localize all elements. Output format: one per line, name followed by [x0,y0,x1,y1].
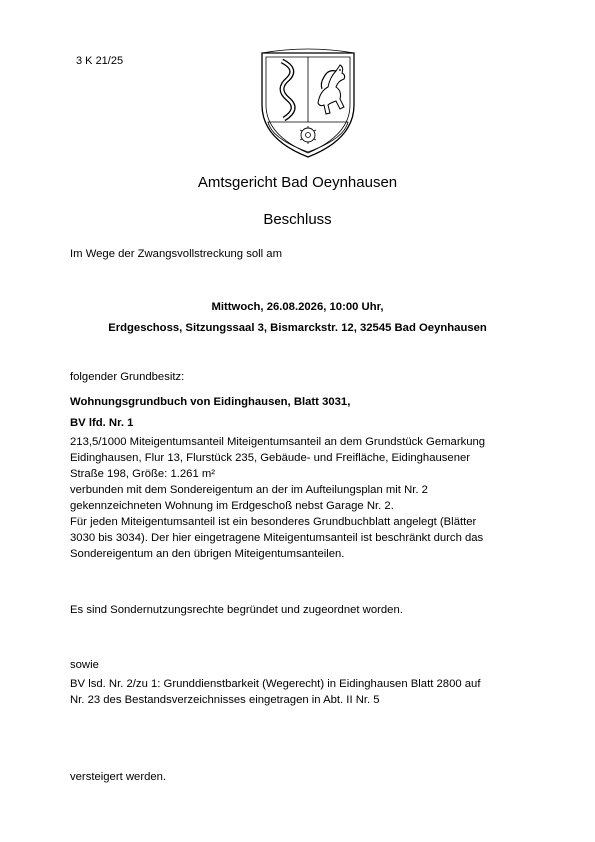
property-register: Wohnungsgrundbuch von Eidinghausen, Blatt 3031, [70,396,351,408]
property-line: verbunden mit dem Sondereigentum an der im Aufteilungsplan mit Nr. 2 [70,484,428,496]
appointment-location: Erdgeschoss, Sitzungssaal 3, Bismarckstr. 12, 32545 Bad Oeynhausen [108,322,487,334]
easement-line: BV lsd. Nr. 2/zu 1: Grunddienstbarkeit (Wegerecht) in Eidinghausen Blatt 2800 auf [70,678,481,690]
property-label: folgender Grundbesitz: [70,371,185,383]
property-line: gekennzeichneten Wohnung im Erdgeschoß nebst Garage Nr. 2. [70,500,394,512]
appointment-datetime: Mittwoch, 26.08.2026, 10:00 Uhr, [211,301,384,313]
property-line: 3030 bis 3034). Der hier eingetragene Miteigentumsanteil ist beschränkt durch das [70,532,484,544]
property-line: Für jeden Miteigentumsanteil ist ein besonderes Grundbuchblatt angelegt (Blätter [70,516,477,528]
property-line: Straße 198, Größe: 1.261 m² [70,468,216,480]
special-rights-text: Es sind Sondernutzungsrechte begründet und zugeordnet worden. [70,604,403,616]
easement-line: Nr. 23 des Bestandsverzeichnisses eingetragen in Abt. II Nr. 5 [70,694,380,706]
additional-property [70,657,540,708]
court-name: Amtsgericht Bad Oeynhausen [197,174,398,191]
property-line: Sondereigentum an den übrigen Miteigentumsanteilen. [70,548,345,560]
property-description [70,392,540,562]
property-line: Eidinghausen, Flur 13, Flurstück 235, Gebäude- und Freifläche, Eidinghausener [70,452,471,464]
nrw-coat-of-arms-icon [258,47,358,161]
closing-text: versteigert werden. [70,771,167,783]
property-line: 213,5/1000 Miteigentumsanteil Miteigentumsanteil an dem Grundstück Gemarkung [70,436,486,448]
document-title: Beschluss [263,211,332,228]
property-bv-number: BV lfd. Nr. 1 [70,417,134,429]
intro-text: Im Wege der Zwangsvollstreckung soll am [70,248,283,260]
case-reference: 3 K 21/25 [76,55,124,67]
appointment-block [0,297,595,339]
sowie-label: sowie [70,659,99,671]
